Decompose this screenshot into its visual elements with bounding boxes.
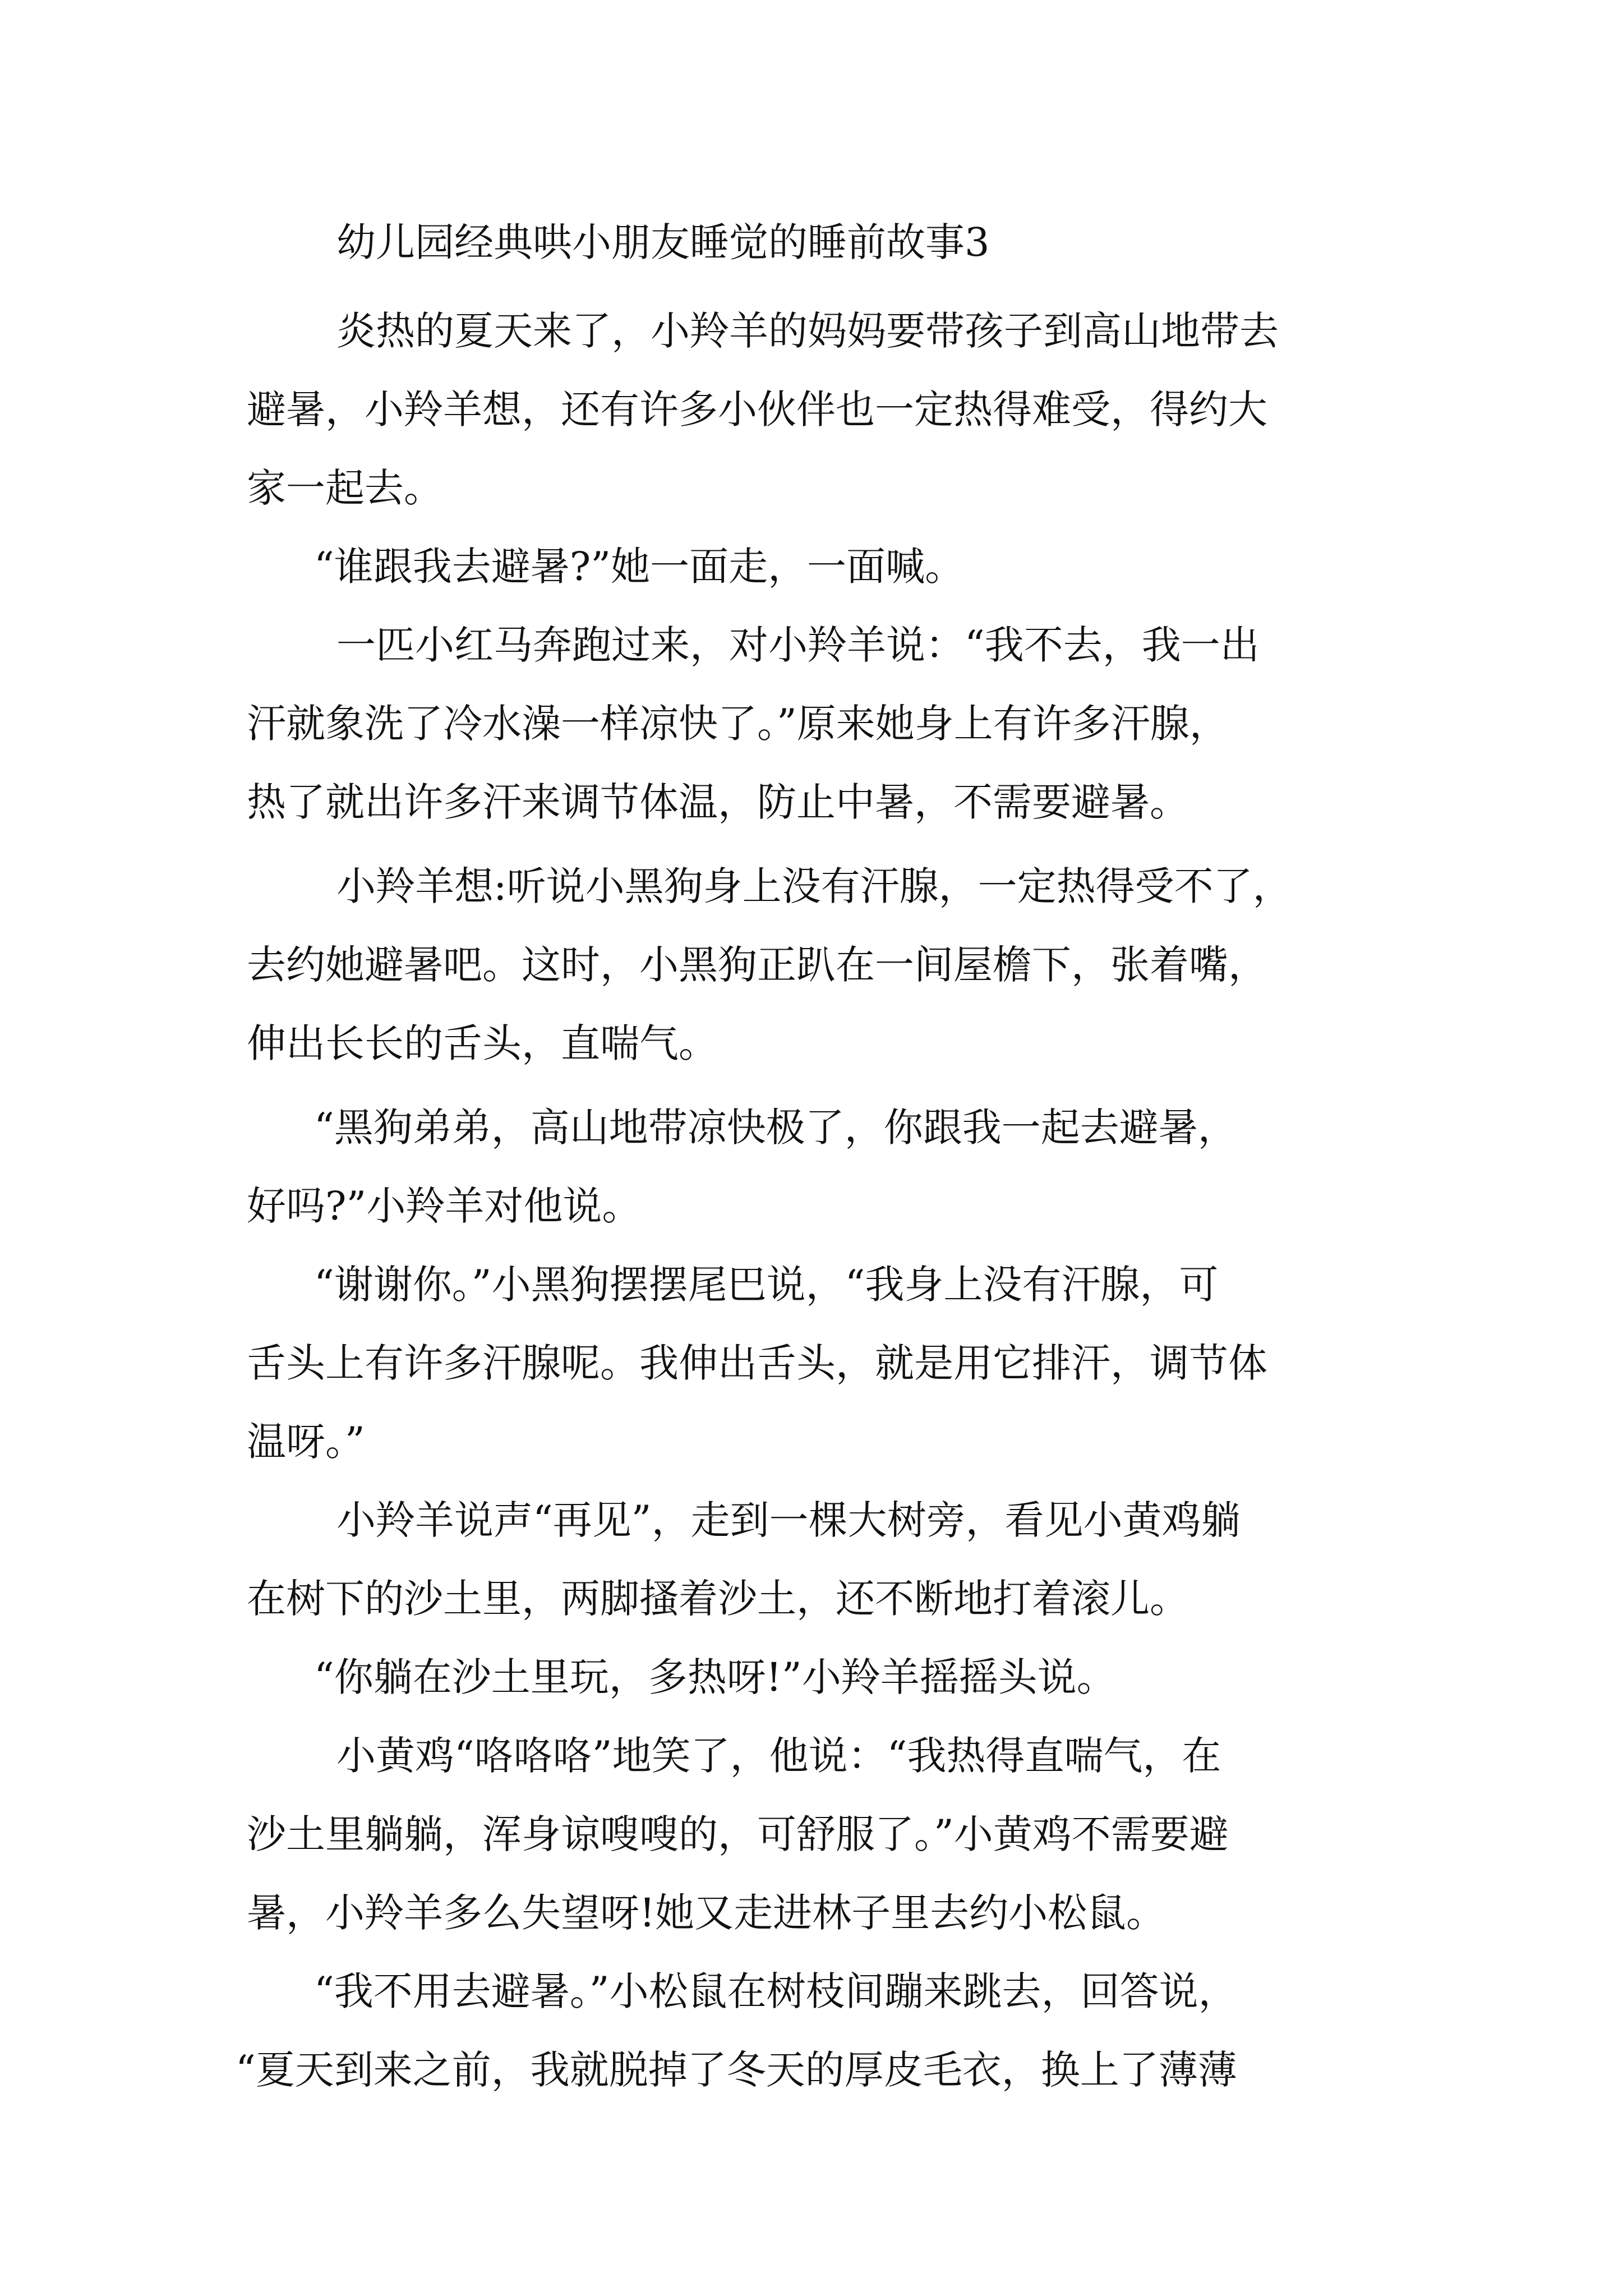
- paragraph-line: 避暑，小羚羊想，还有许多小伙伴也一定热得难受，得约大: [247, 386, 1267, 432]
- paragraph-line: 沙土里躺躺，浑身谅嗖嗖的，可舒服了。”小黄鸡不需要避: [247, 1811, 1229, 1857]
- paragraph-line: 好吗?”小羚羊对他说。: [247, 1183, 642, 1229]
- paragraph-first-line: 小羚羊想:听说小黑狗身上没有汗腺，一定热得受不了，: [336, 863, 1292, 909]
- paragraph-line: 舌头上有许多汗腺呢。我伸出舌头，就是用它排汗，调节体: [247, 1340, 1267, 1386]
- paragraph-first-line: “谢谢你。”小黑狗摆摆尾巴说，“我身上没有汗腺，可: [314, 1262, 1219, 1308]
- paragraph-line: 家一起去。: [247, 465, 443, 511]
- paragraph-first-line: 炎热的夏天来了，小羚羊的妈妈要带孩子到高山地带去: [336, 308, 1279, 354]
- paragraph-line: 温呀。”: [247, 1419, 365, 1465]
- paragraph-first-line: 一匹小红马奔跑过来，对小羚羊说：“我不去，我一出: [336, 622, 1260, 668]
- paragraph-line: 去约她避暑吧。这时，小黑狗正趴在一间屋檐下，张着嘴，: [247, 942, 1267, 988]
- paragraph-first-line: “你躺在沙土里玩，多热呀!”小羚羊摇摇头说。: [314, 1654, 1116, 1700]
- paragraph-line: 在树下的沙土里，两脚搔着沙土，还不断地打着滚儿。: [247, 1576, 1189, 1622]
- paragraph-line: 伸出长长的舌头，直喘气。: [247, 1020, 718, 1066]
- paragraph-first-line: “黑狗弟弟，高山地带凉快极了，你跟我一起去避暑，: [314, 1105, 1237, 1151]
- story-title: 幼儿园经典哄小朋友睡觉的睡前故事3: [336, 219, 990, 265]
- paragraph-first-line: 小羚羊说声“再见”，走到一棵大树旁，看见小黄鸡躺: [336, 1497, 1241, 1543]
- paragraph-first-line: “谁跟我去避暑?”她一面走，一面喊。: [314, 544, 965, 590]
- paragraph-line: 热了就出许多汗来调节体温，防止中暑，不需要避暑。: [247, 779, 1189, 825]
- paragraph-first-line: “我不用去避暑。”小松鼠在树枝间蹦来跳去，回答说，: [314, 1968, 1238, 2014]
- paragraph-first-line: 小黄鸡“咯咯咯”地笑了，他说：“我热得直喘气，在: [336, 1733, 1221, 1779]
- paragraph-line: 汗就象洗了冷水澡一样凉快了。”原来她身上有许多汗腺，: [247, 701, 1229, 747]
- paragraph-line: 暑，小羚羊多么失望呀!她又走进林子里去约小松鼠。: [247, 1890, 1166, 1936]
- paragraph-line: “夏天到来之前，我就脱掉了冬天的厚皮毛衣，换上了薄薄: [236, 2047, 1237, 2093]
